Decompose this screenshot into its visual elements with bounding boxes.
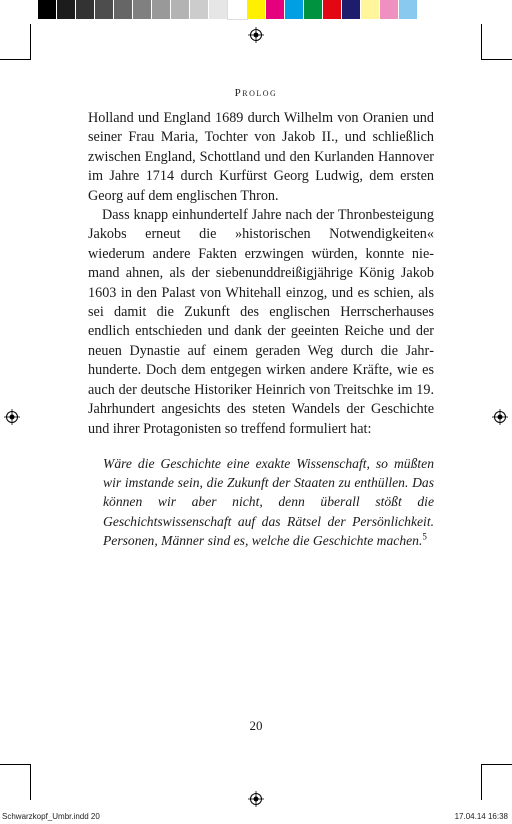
slug-timestamp: 17.04.14 16:38	[454, 812, 508, 821]
crop-mark-bottom-left-horizontal	[0, 764, 30, 765]
slug-filename: Schwarzkopf_Umbr.indd 20	[2, 812, 100, 821]
color-swatch	[133, 0, 152, 19]
crop-mark-bottom-left-vertical	[30, 764, 31, 800]
color-swatch	[399, 0, 418, 19]
crop-mark-top-right-vertical	[481, 24, 482, 60]
registration-mark-left-icon	[4, 409, 20, 425]
crop-mark-bottom-right-horizontal	[482, 764, 512, 765]
crop-mark-bottom-right-vertical	[481, 764, 482, 800]
color-swatch	[304, 0, 323, 19]
color-swatch	[190, 0, 209, 19]
color-swatch	[323, 0, 342, 19]
block-quote	[103, 454, 434, 550]
color-swatch	[152, 0, 171, 19]
quote-text: Wäre die Geschichte eine exakte Wissenschaft, so müßten wir imstande sein, die Zukunft der Staaten zu enthüllen. Das können wir aber nicht, denn überall stößt die Geschichtswissenschaft auf das Rätsel der Persönlichkeit. Personen, Männer sind es, welche die Geschichte machen.	[103, 456, 434, 548]
color-swatch	[342, 0, 361, 19]
registration-mark-top-icon	[248, 27, 264, 43]
color-swatch	[76, 0, 95, 19]
body-text	[88, 109, 434, 439]
color-swatch	[95, 0, 114, 19]
crop-mark-top-left-vertical	[30, 24, 31, 60]
color-swatch	[228, 0, 247, 19]
paragraph: Dass knapp einhundertelf Jahre nach der Thronbesteigung Jakobs erneut die »historischen Notwendigkeiten« wiederum andere Fakten erzwingen würden, konnte niemand ahnen, als der siebenunddreißigjährige König Jakob 1603 in den Palast von Whitehall einzog, und es schien, als sei damit die Zukunft des englischen Herrscherhauses endlich entschieden und dank der geeinten Reiche und der neuen Dynastie auf einem geraden Weg durch die Jahrhunderte. Doch dem entgegen wirken andere Kräfte, wie es auch der deutsche Historiker Heinrich von Treitschke im 19. Jahrhundert angesichts des steten Wandels der Geschichte und ihrer Protagonisten so treffend formuliert hat:	[88, 207, 434, 437]
registration-mark-right-icon	[492, 409, 508, 425]
running-header: Prolog	[234, 87, 278, 99]
page-number: 20	[249, 718, 263, 733]
color-swatch	[380, 0, 399, 19]
color-swatch	[114, 0, 133, 19]
paragraph: Holland und England 1689 durch Wilhelm von Oranien und seiner Frau Maria, Tochter von Jakob II., und schließlich zwischen England, Schottland und den Kurlanden Hannover im Jahre 1714 durch Kurfürst Georg Ludwig, dem ersten Georg auf dem englischen Thron.	[88, 110, 434, 204]
color-swatch	[285, 0, 304, 19]
color-swatch	[361, 0, 380, 19]
color-swatch	[171, 0, 190, 19]
footnote-reference: 5	[422, 531, 427, 542]
registration-mark-bottom-icon	[248, 791, 264, 807]
color-calibration-bar	[38, 0, 418, 19]
crop-mark-top-right-horizontal	[482, 59, 512, 60]
color-swatch	[247, 0, 266, 19]
crop-mark-top-left-horizontal	[0, 59, 30, 60]
color-swatch	[209, 0, 228, 19]
color-swatch	[266, 0, 285, 19]
color-swatch	[57, 0, 76, 19]
color-swatch	[38, 0, 57, 19]
